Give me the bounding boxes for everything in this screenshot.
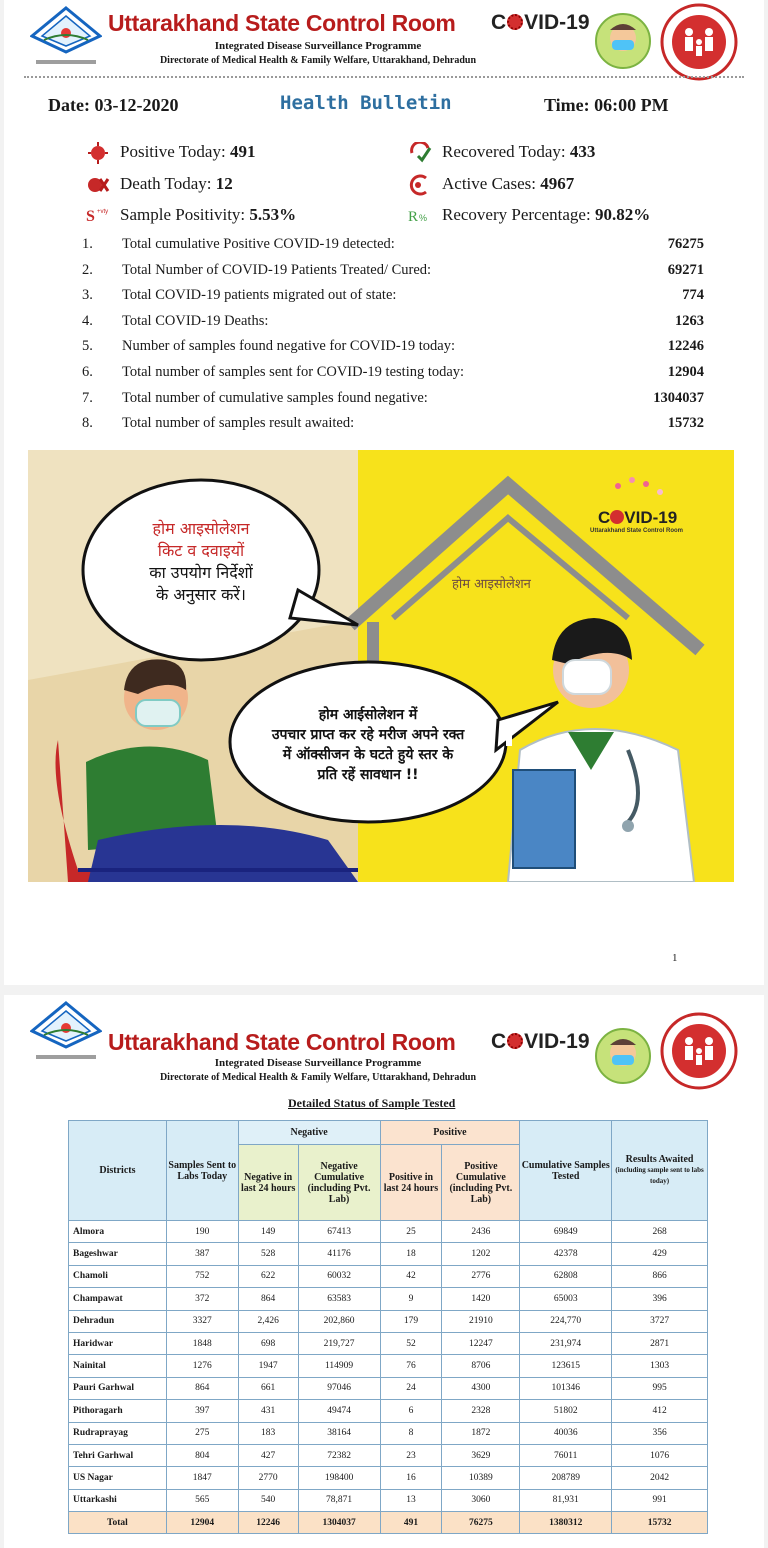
table-cell: 231,974 — [520, 1332, 612, 1354]
table-cell: 396 — [612, 1288, 708, 1310]
table-cell: 991 — [612, 1489, 708, 1511]
table-cell: 412 — [612, 1400, 708, 1422]
col-positive-cumulative: Positive Cumulative (including Pvt. Lab) — [442, 1145, 520, 1221]
table-cell: 123615 — [520, 1355, 612, 1377]
table-cell: 752 — [166, 1265, 238, 1287]
table-cell: 1848 — [166, 1332, 238, 1354]
table-cell: 42378 — [520, 1243, 612, 1265]
table-cell: 12247 — [442, 1332, 520, 1354]
stat-sample-positivity: S +vty Sample Positivity: 5.53% — [86, 205, 297, 225]
table-cell: 38164 — [298, 1422, 380, 1444]
virus-icon — [610, 510, 624, 524]
table-cell: 1872 — [442, 1422, 520, 1444]
table-cell: 698 — [238, 1332, 298, 1354]
sample-positivity-value: 5.53% — [249, 205, 297, 224]
table-cell: 1420 — [442, 1288, 520, 1310]
table-cell: 2328 — [442, 1400, 520, 1422]
table-cell: 431 — [238, 1400, 298, 1422]
control-room-title: Uttarakhand State Control Room — [108, 10, 456, 36]
table-cell: 114909 — [298, 1355, 380, 1377]
virus-icon — [507, 1033, 523, 1049]
isolation-kit-bubble: होम आइसोलेशन किट व दवाइयों का उपयोग निर्देशों के अनुसार करें। — [149, 519, 253, 604]
death-icon — [86, 174, 110, 196]
covid19-logo-text: C VID-19 — [491, 11, 590, 34]
table-cell: 198400 — [298, 1467, 380, 1489]
table-cell: 41176 — [298, 1243, 380, 1265]
uttarakhand-govt-logo — [30, 6, 102, 70]
table-cell: 1076 — [612, 1444, 708, 1466]
stat-recovered-today: Recovered Today: 433 — [442, 142, 595, 162]
table-cell: 372 — [166, 1288, 238, 1310]
bulletin-page-1 — [4, 0, 764, 985]
group-negative: Negative — [238, 1121, 380, 1145]
district-name: Pauri Garhwal — [69, 1377, 167, 1399]
table-row — [69, 1332, 708, 1354]
table-body — [69, 1221, 708, 1512]
table-cell: 72382 — [298, 1444, 380, 1466]
table-cell: 4300 — [442, 1377, 520, 1399]
table-cell: 427 — [238, 1444, 298, 1466]
table-row — [69, 1288, 708, 1310]
nhm-logo — [659, 1011, 739, 1091]
table-cell: 63583 — [298, 1288, 380, 1310]
table-cell: 1202 — [442, 1243, 520, 1265]
table-row — [69, 1221, 708, 1243]
table-cell: 224,770 — [520, 1310, 612, 1332]
table-cell: 397 — [166, 1400, 238, 1422]
table-cell: 13 — [380, 1489, 442, 1511]
table-cell: 208789 — [520, 1467, 612, 1489]
sample-status-table — [68, 1120, 708, 1534]
table-row — [69, 1265, 708, 1287]
table-cell: 97046 — [298, 1377, 380, 1399]
summary-item: 8. Total number of samples result awaited: 15732 — [82, 415, 704, 432]
col-positive-24h: Positive in last 24 hours — [380, 1145, 442, 1221]
virus-icon — [86, 142, 110, 164]
table-cell: 10389 — [442, 1467, 520, 1489]
control-room-title: Uttarakhand State Control Room — [108, 1029, 456, 1055]
stat-active-cases: Active Cases: 4967 — [442, 174, 574, 194]
table-cell: 2776 — [442, 1265, 520, 1287]
svg-text:R: R — [408, 209, 419, 225]
summary-list — [48, 232, 704, 437]
table-cell: 18 — [380, 1243, 442, 1265]
bulletin-time: Time: 06:00 PM — [544, 95, 669, 115]
table-cell: 183 — [238, 1422, 298, 1444]
district-name: Nainital — [69, 1355, 167, 1377]
covid19-logo-text: C VID-19 — [491, 1030, 590, 1053]
table-cell: 3727 — [612, 1310, 708, 1332]
svg-text:S: S — [86, 208, 95, 225]
illustration-logo-subtitle: Uttarakhand State Control Room — [590, 528, 684, 534]
table-cell: 25 — [380, 1221, 442, 1243]
table-cell: 51802 — [520, 1400, 612, 1422]
table-cell: 540 — [238, 1489, 298, 1511]
page-header — [4, 0, 764, 80]
directorate-subtitle: Directorate of Medical Health & Family Welfare, Uttarakhand, Dehradun — [159, 55, 477, 66]
table-cell: 149 — [238, 1221, 298, 1243]
district-name: Champawat — [69, 1288, 167, 1310]
table-row — [69, 1400, 708, 1422]
table-cell: 69849 — [520, 1221, 612, 1243]
table-cell: 2042 — [612, 1467, 708, 1489]
table-cell: 219,727 — [298, 1332, 380, 1354]
district-name: Haridwar — [69, 1332, 167, 1354]
header-divider — [24, 76, 744, 78]
table-row — [69, 1489, 708, 1511]
table-cell: 2436 — [442, 1221, 520, 1243]
table-row — [69, 1243, 708, 1265]
district-name: Almora — [69, 1221, 167, 1243]
district-name: Rudraprayag — [69, 1422, 167, 1444]
table-cell: 42 — [380, 1265, 442, 1287]
table-row — [69, 1444, 708, 1466]
district-name: Chamoli — [69, 1265, 167, 1287]
programme-subtitle: Integrated Disease Surveillance Programme — [214, 1057, 422, 1069]
bulletin-title: Health Bulletin — [280, 92, 452, 114]
summary-item: 3. Total COVID-19 patients migrated out of state: 774 — [82, 287, 704, 304]
table-cell: 864 — [238, 1288, 298, 1310]
table-cell: 76011 — [520, 1444, 612, 1466]
table-row — [69, 1377, 708, 1399]
table-cell: 995 — [612, 1377, 708, 1399]
table-cell: 60032 — [298, 1265, 380, 1287]
bulletin-date: Date: 03-12-2020 — [48, 95, 179, 115]
stat-positive-today: Positive Today: 491 — [120, 142, 255, 162]
summary-item: 1. Total cumulative Positive COVID-19 detected: 76275 — [82, 236, 704, 252]
recovery-percentage-value: 90.82% — [594, 205, 651, 224]
table-row — [69, 1355, 708, 1377]
table-cell: 3629 — [442, 1444, 520, 1466]
table-cell: 2,426 — [238, 1310, 298, 1332]
svg-text:+vty: +vty — [97, 209, 109, 215]
table-cell: 8706 — [442, 1355, 520, 1377]
table-cell: 622 — [238, 1265, 298, 1287]
recovery-percent-icon — [408, 205, 432, 227]
table-cell: 179 — [380, 1310, 442, 1332]
table-cell: 429 — [612, 1243, 708, 1265]
table-cell: 49474 — [298, 1400, 380, 1422]
col-samples-sent: Samples Sent to Labs Today — [166, 1121, 238, 1221]
summary-item: 4. Total COVID-19 Deaths: 1263 — [82, 312, 704, 329]
table-cell: 62808 — [520, 1265, 612, 1287]
table-cell: 356 — [612, 1422, 708, 1444]
directorate-subtitle: Directorate of Medical Health & Family Welfare, Uttarakhand, Dehradun — [159, 1072, 477, 1083]
table-cell: 804 — [166, 1444, 238, 1466]
table-row — [69, 1310, 708, 1332]
home-isolation-illustration — [28, 450, 734, 882]
table-cell: 864 — [166, 1377, 238, 1399]
table-cell: 24 — [380, 1377, 442, 1399]
svg-text:%: % — [419, 213, 428, 223]
table-cell: 387 — [166, 1243, 238, 1265]
col-negative-24h: Negative in last 24 hours — [238, 1145, 298, 1221]
table-cell: 190 — [166, 1221, 238, 1243]
table-cell: 65003 — [520, 1288, 612, 1310]
table-cell: 565 — [166, 1489, 238, 1511]
table-cell: 661 — [238, 1377, 298, 1399]
table-cell: 8 — [380, 1422, 442, 1444]
mask-campaign-logo — [594, 12, 652, 70]
active-cases-value: 4967 — [540, 174, 575, 193]
table-cell: 6 — [380, 1400, 442, 1422]
positive-today-value: 491 — [229, 142, 256, 161]
summary-item: 2. Total Number of COVID-19 Patients Treated/ Cured: 69271 — [82, 261, 704, 278]
table-cell: 1847 — [166, 1467, 238, 1489]
mask-campaign-logo — [594, 1027, 652, 1085]
district-name: Pithoragarh — [69, 1400, 167, 1422]
district-name: Dehradun — [69, 1310, 167, 1332]
col-cumulative-tested: Cumulative Samples Tested — [520, 1121, 612, 1221]
col-districts: Districts — [69, 1121, 167, 1221]
total-row: Total 12904 12246 1304037 491 76275 1380312 15732 — [69, 1512, 708, 1534]
table-caption: Detailed Status of Sample Tested — [288, 1096, 456, 1110]
table-cell: 202,860 — [298, 1310, 380, 1332]
death-today-value: 12 — [215, 174, 233, 193]
table-row — [69, 1422, 708, 1444]
group-positive: Positive — [380, 1121, 520, 1145]
table-cell: 1303 — [612, 1355, 708, 1377]
col-results-awaited: Results Awaited (including sample sent to labs today) — [612, 1121, 708, 1221]
table-cell: 76 — [380, 1355, 442, 1377]
active-cases-icon — [408, 174, 432, 196]
table-cell: 2871 — [612, 1332, 708, 1354]
stat-recovery-percentage: R % Recovery Percentage: 90.82% — [408, 205, 651, 225]
table-cell: 1947 — [238, 1355, 298, 1377]
page-header — [4, 995, 764, 1083]
col-negative-cumulative: Negative Cumulative (including Pvt. Lab) — [298, 1145, 380, 1221]
programme-subtitle: Integrated Disease Surveillance Programme — [214, 40, 422, 52]
positivity-icon — [86, 205, 110, 227]
virus-icon — [507, 14, 523, 30]
table-cell: 1276 — [166, 1355, 238, 1377]
table-cell: 3060 — [442, 1489, 520, 1511]
table-row — [69, 1467, 708, 1489]
bulletin-page-2 — [4, 995, 764, 1548]
nhm-logo — [659, 2, 739, 82]
table-cell: 23 — [380, 1444, 442, 1466]
page-number: 1 — [672, 952, 678, 964]
district-name: Bageshwar — [69, 1243, 167, 1265]
table-cell: 21910 — [442, 1310, 520, 1332]
table-cell: 275 — [166, 1422, 238, 1444]
summary-item: 6. Total number of samples sent for COVID-19 testing today: 12904 — [82, 363, 704, 380]
table-cell: 3327 — [166, 1310, 238, 1332]
table-cell: 78,871 — [298, 1489, 380, 1511]
table-cell: 16 — [380, 1467, 442, 1489]
uttarakhand-govt-logo — [30, 1001, 102, 1065]
table-cell: 9 — [380, 1288, 442, 1310]
table-cell: 40036 — [520, 1422, 612, 1444]
table-cell: 866 — [612, 1265, 708, 1287]
table-cell: 67413 — [298, 1221, 380, 1243]
illustration-covid-logo: C VID-19 — [598, 508, 678, 527]
stat-death-today: Death Today: 12 — [120, 174, 233, 194]
table-cell: 52 — [380, 1332, 442, 1354]
table-cell: 528 — [238, 1243, 298, 1265]
summary-item: 7. Total number of cumulative samples found negative: 1304037 — [82, 389, 704, 406]
district-name: Uttarkashi — [69, 1489, 167, 1511]
table-cell: 101346 — [520, 1377, 612, 1399]
district-name: Tehri Garhwal — [69, 1444, 167, 1466]
house-label: होम आइसोलेशन — [452, 577, 531, 592]
recovered-icon — [408, 142, 432, 164]
recovered-today-value: 433 — [569, 142, 596, 161]
summary-item: 5. Number of samples found negative for COVID-19 today: 12246 — [82, 338, 704, 355]
district-name: US Nagar — [69, 1467, 167, 1489]
table-cell: 2770 — [238, 1467, 298, 1489]
table-cell: 268 — [612, 1221, 708, 1243]
oxygen-warning-bubble: होम आईसोलेशन में उपचार प्राप्त कर रहे मरीज अपने रक्त में ऑक्सीजन के घटते हुये स्तर के प्रति रहें सावधान !! — [271, 707, 465, 783]
table-cell: 81,931 — [520, 1489, 612, 1511]
